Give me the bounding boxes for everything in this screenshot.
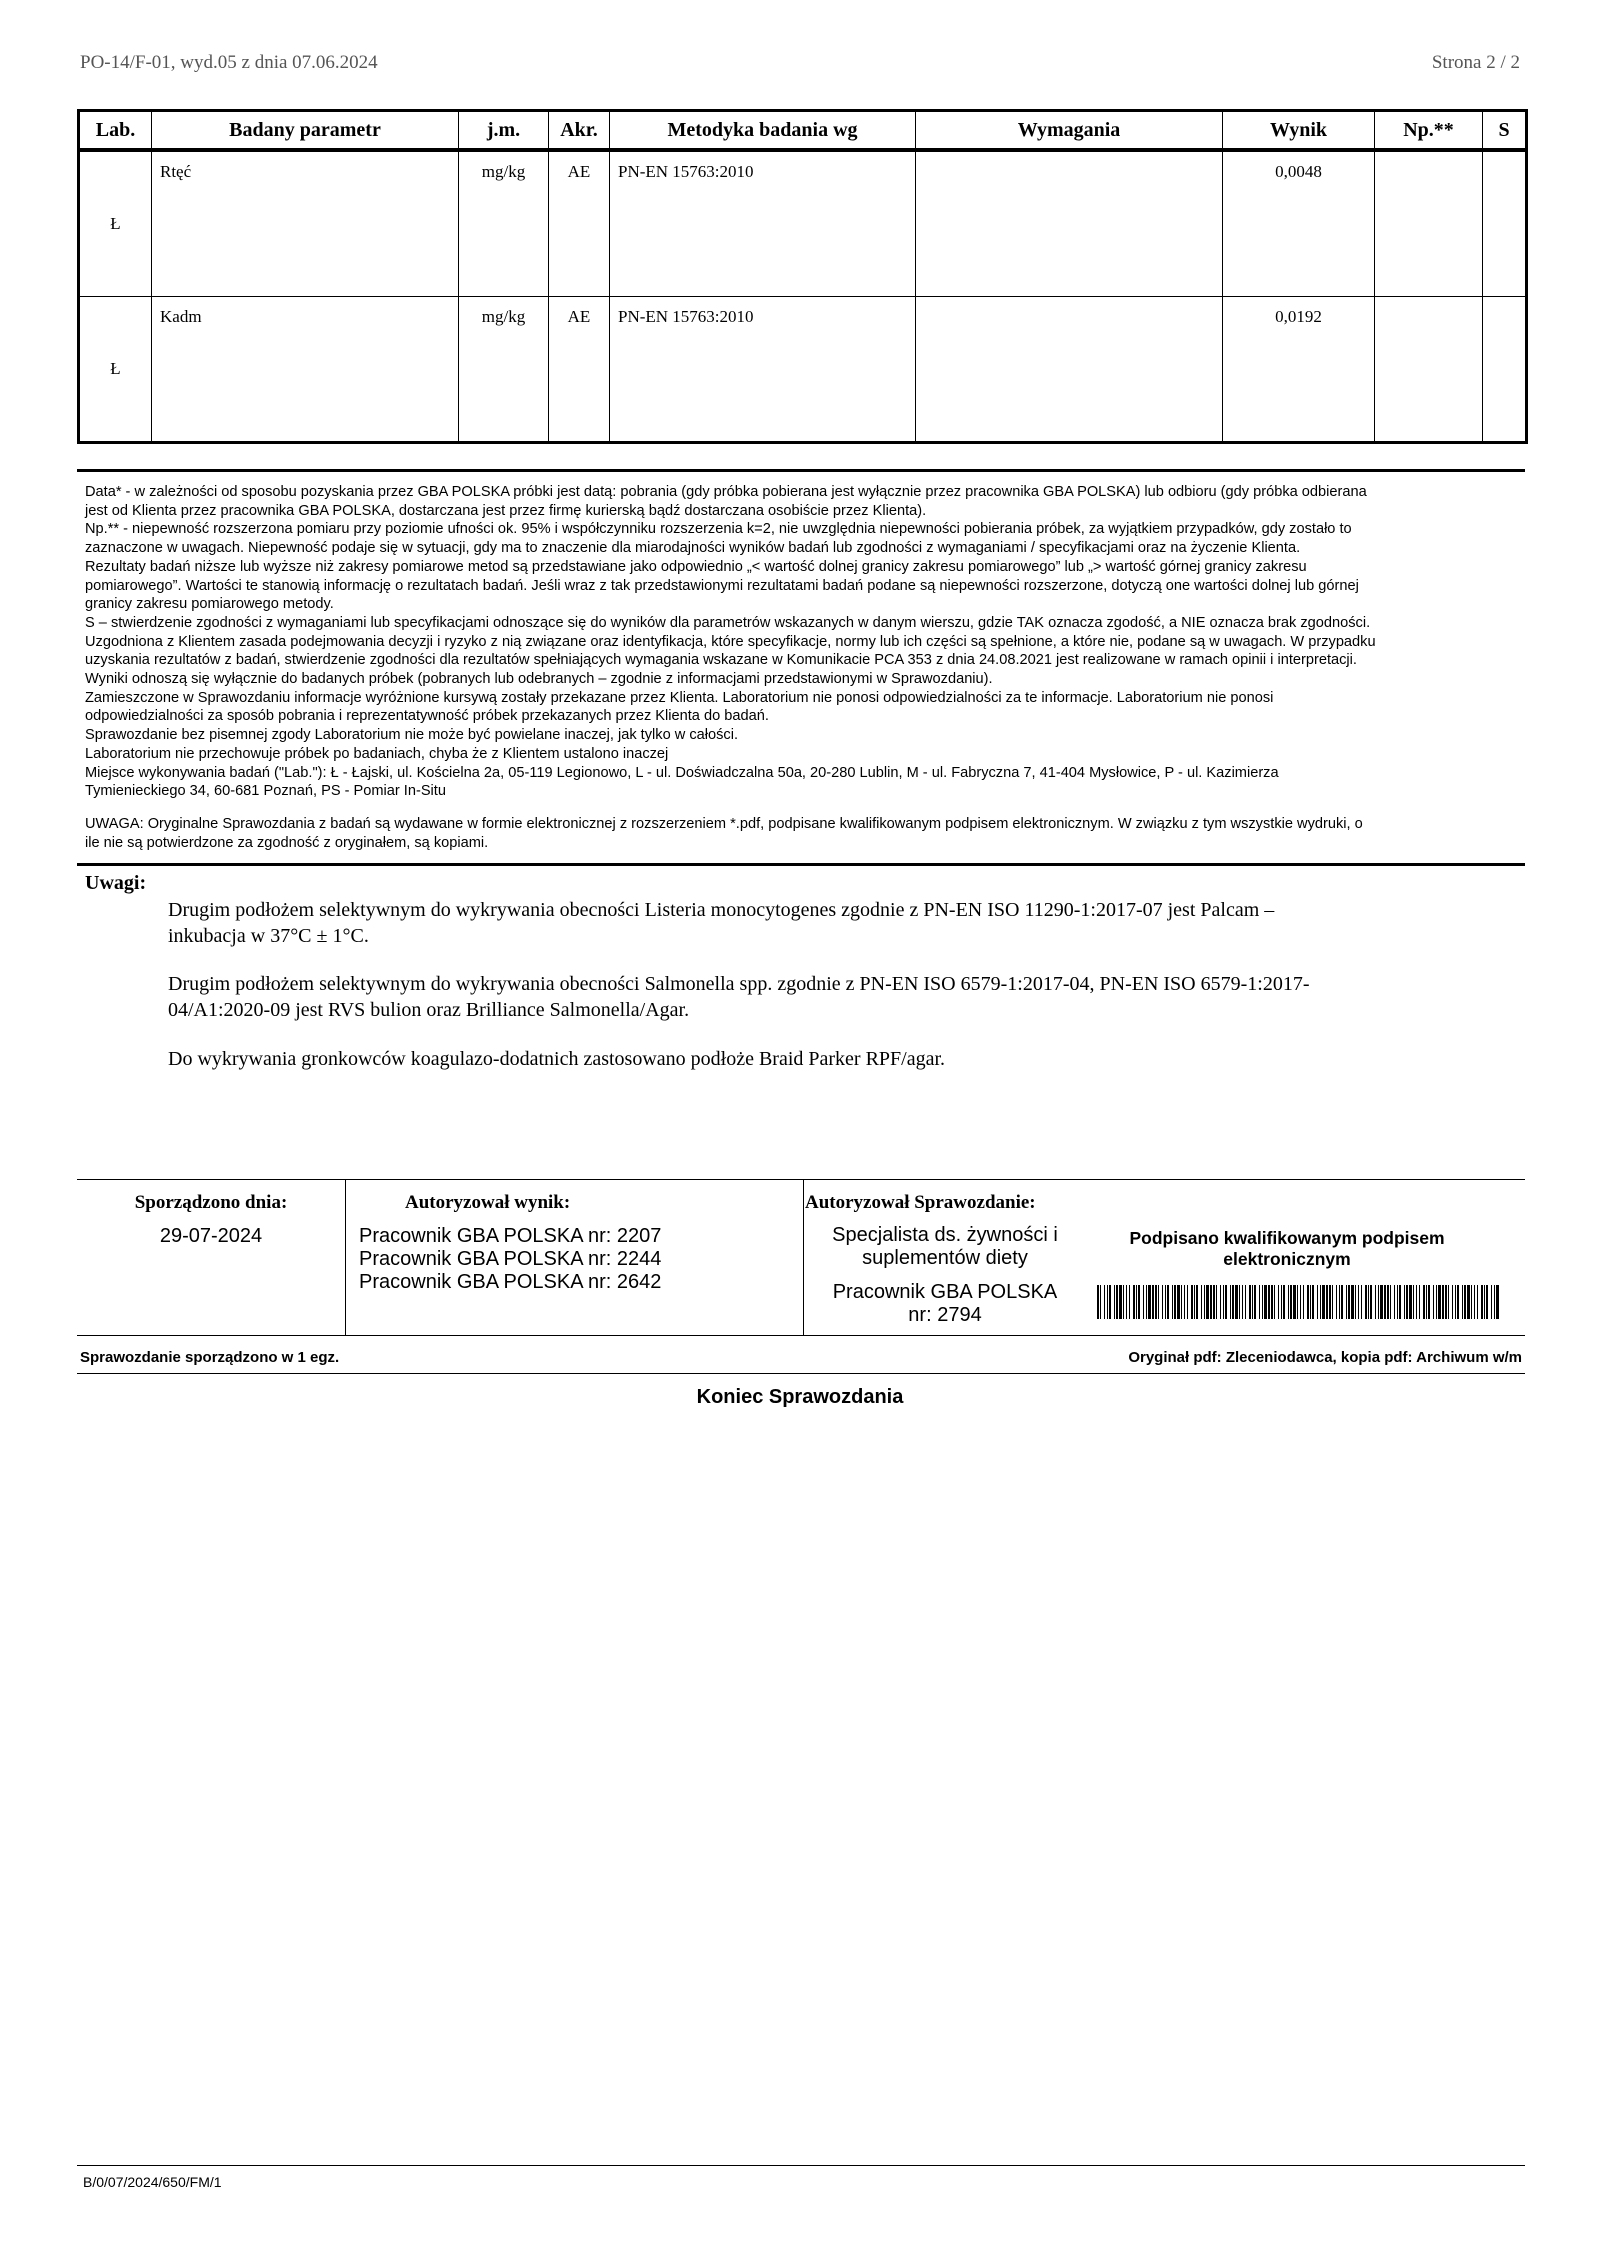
worker-line: Pracownik GBA POLSKA nr: 2244 bbox=[359, 1248, 662, 1270]
remark-line: 04/A1:2020-09 jest RVS bulion oraz Brilliance Salmonella/Agar. bbox=[168, 999, 690, 1021]
footnote-line: zaznaczone w uwagach. Niepewność podaje się w sytuacji, gdy ma to znaczenie dla miarodajności wyników badań lub zgodności z wymaganiami / specyfikacjami oraz na życzenie Klienta. bbox=[85, 540, 1301, 557]
cell-requirements bbox=[916, 150, 1223, 297]
role-line: Specjalista ds. żywności i bbox=[832, 1224, 1058, 1246]
remark-line: Drugim podłożem selektywnym do wykrywania obecności Salmonella spp. zgodnie z PN-EN ISO 6579-1:2017-04, PN-EN ISO 6579-1:2017- bbox=[168, 973, 1310, 995]
footnote-line: Np.** - niepewność rozszerzona pomiaru przy poziomie ufności ok. 95% i współczynniku rozszerzenia k=2, nie uwzględnia niepewności pobierania próbek, za wyjątkiem przypadków, gdy zostało to bbox=[85, 521, 1352, 538]
divider bbox=[345, 1180, 346, 1335]
e-signature-note bbox=[1087, 1228, 1487, 1270]
cell-uncertainty bbox=[1375, 150, 1483, 297]
footnote-line: Uzgodniona z Klientem zasada podejmowania decyzji i ryzyko z nią związane oraz identyfikacja, które specyfikacje, normy lub ich części są spełnione, a które nie, podane są w uwagach. W przypadku bbox=[85, 633, 1376, 650]
cell-requirements bbox=[916, 297, 1223, 443]
cell-result: 0,0192 bbox=[1223, 297, 1375, 443]
cell-unit: mg/kg bbox=[459, 150, 549, 297]
footnote-line: pomiarowego”. Wartości te stanowią informację o rezultatach badań. Jeśli wraz z tak przedstawionymi rezultatami badań podane są niepewności rozszerzone, dotyczą one wartości dolnej lub górnej bbox=[85, 577, 1359, 594]
original-note: Oryginał pdf: Zleceniodawca, kopia pdf: Archiwum w/m bbox=[1128, 1349, 1522, 1366]
warning-line: UWAGA: Oryginalne Sprawozdania z badań są wydawane w formie elektronicznej z rozszerzeniem *.pdf, podpisane kwalifikowanym podpisem elektronicznym. W związku z tym wszystkie wydruki, o bbox=[85, 816, 1363, 832]
cell-unit: mg/kg bbox=[459, 297, 549, 443]
divider bbox=[77, 2165, 1525, 2166]
prepared-label: Sporządzono dnia: bbox=[134, 1192, 288, 1213]
divider bbox=[77, 863, 1525, 866]
remark-line: Do wykrywania gronkowców koagulazo-dodatnich zastosowano podłoże Braid Parker RPF/agar. bbox=[168, 1048, 946, 1070]
worker-line: nr: 2794 bbox=[908, 1304, 982, 1326]
footnote-line: Sprawozdanie bez pisemnej zgody Laboratorium nie może być powielane inaczej, jak tylko w całości. bbox=[85, 727, 738, 744]
cell-result: 0,0048 bbox=[1223, 150, 1375, 297]
footnote-line: granicy zakresu pomiarowego metody. bbox=[85, 596, 334, 613]
cell-parameter: Kadm bbox=[152, 297, 459, 443]
col-header-compliance: S bbox=[1483, 111, 1527, 151]
end-of-report: Koniec Sprawozdania bbox=[696, 1386, 904, 1408]
col-header-parameter: Badany parametr bbox=[152, 111, 459, 151]
footnotes bbox=[85, 483, 1520, 801]
footnote-line: jest od Klienta przez pracownika GBA POLSKA, dostarczana jest przez firmę kurierską bądź dostarczana osobiście przez Klienta). bbox=[85, 502, 927, 519]
cell-method: PN-EN 15763:2010 bbox=[610, 150, 916, 297]
document-code: PO-14/F-01, wyd.05 z dnia 07.06.2024 bbox=[80, 52, 378, 73]
remark-item bbox=[168, 897, 1428, 949]
authorized-result-workers bbox=[359, 1225, 661, 1294]
table-header-row bbox=[79, 111, 1527, 151]
cell-uncertainty bbox=[1375, 297, 1483, 443]
remark-line: inkubacja w 37°C ± 1°C. bbox=[168, 925, 369, 947]
table-row bbox=[79, 150, 1527, 297]
cell-accreditation: AE bbox=[549, 297, 610, 443]
footnote-line: Tymienieckiego 34, 60-681 Poznań, PS - Pomiar In-Situ bbox=[85, 783, 446, 800]
authorized-report-label: Autoryzował Sprawozdanie: bbox=[805, 1192, 1036, 1213]
remark-item bbox=[168, 1046, 1428, 1072]
col-header-unit: j.m. bbox=[459, 111, 549, 151]
col-header-result: Wynik bbox=[1223, 111, 1375, 151]
e-signature-line: elektronicznym bbox=[1223, 1249, 1351, 1269]
divider bbox=[77, 1373, 1525, 1374]
authorized-report-worker bbox=[805, 1281, 1085, 1327]
footnote-line: Rezultaty badań niższe lub wyższe niż zakresy pomiarowe metod są przedstawiane jako odpowiednio „< wartość dolnej granicy zakresu pomiarowego” lub „> wartość górnej granicy zakresu bbox=[85, 558, 1307, 575]
worker-line: Pracownik GBA POLSKA nr: 2642 bbox=[359, 1271, 662, 1293]
cell-method: PN-EN 15763:2010 bbox=[610, 297, 916, 443]
remark-item bbox=[168, 971, 1428, 1023]
col-header-lab: Lab. bbox=[79, 111, 152, 151]
authorized-result-label: Autoryzował wynik: bbox=[405, 1192, 571, 1213]
footnote-line: Laboratorium nie przechowuje próbek po badaniach, chyba że z Klientem ustalono inaczej bbox=[85, 745, 669, 762]
col-header-method: Metodyka badania wg bbox=[610, 111, 916, 151]
prepared-date: 29-07-2024 bbox=[159, 1225, 263, 1247]
footnote-line: uzyskania rezultatów z badań, stwierdzenie zgodności dla rezultatów spełniających wymagania wskazane w Komunikacie PCA 353 z dnia 24.08.2021 jest realizowane w ramach opinii i interpretacji. bbox=[85, 652, 1357, 669]
cell-lab: Ł bbox=[79, 150, 152, 297]
remarks-label: Uwagi: bbox=[85, 872, 147, 894]
results-table bbox=[77, 109, 1528, 444]
remark-line: Drugim podłożem selektywnym do wykrywania obecności Listeria monocytogenes zgodnie z PN-EN ISO 11290-1:2017-07 jest Palcam – bbox=[168, 899, 1275, 921]
page-number: Strona 2 / 2 bbox=[1431, 52, 1520, 73]
worker-line: Pracownik GBA POLSKA bbox=[832, 1281, 1058, 1303]
barcode-icon bbox=[1097, 1285, 1499, 1319]
col-header-requirements: Wymagania bbox=[916, 111, 1223, 151]
footnote-line: Wyniki odnoszą się wyłącznie do badanych próbek (pobranych lub odebranych – zgodnie z informacjami przedstawionymi w Sprawozdaniu). bbox=[85, 671, 993, 688]
role-line: suplementów diety bbox=[862, 1247, 1028, 1269]
divider bbox=[77, 469, 1525, 472]
footnote-line: S – stwierdzenie zgodności z wymaganiami lub specyfikacjami odnoszące się do wyników dla parametrów wskazanych w danym wierszu, gdzie TAK oznacza zgodość, a NIE oznacza brak zgodności. bbox=[85, 614, 1371, 631]
e-signature-line: Podpisano kwalifikowanym podpisem bbox=[1129, 1228, 1445, 1248]
footnote-line: odpowiedzialności za sposób pobrania i reprezentatywność próbek przekazanych przez Klienta do badań. bbox=[85, 708, 769, 725]
warning-line: ile nie są potwierdzone za zgodność z oryginałem, są kopiami. bbox=[85, 834, 489, 851]
col-header-accreditation: Akr. bbox=[549, 111, 610, 151]
cell-compliance bbox=[1483, 150, 1527, 297]
cell-accreditation: AE bbox=[549, 150, 610, 297]
divider bbox=[803, 1180, 804, 1335]
cell-parameter: Rtęć bbox=[152, 150, 459, 297]
form-code: B/0/07/2024/650/FM/1 bbox=[83, 2174, 222, 2190]
col-header-uncertainty: Np.** bbox=[1375, 111, 1483, 151]
cell-lab: Ł bbox=[79, 297, 152, 443]
footnote-line: Miejsce wykonywania badań ("Lab."): Ł - Łajski, ul. Kościelna 2a, 05-119 Legionowo, L - ul. Doświadczalna 50a, 20-280 Lublin, M - ul. Fabryczna 7, 41-404 Mysłowice, P - ul. Kazimierza bbox=[85, 764, 1279, 781]
worker-line: Pracownik GBA POLSKA nr: 2207 bbox=[359, 1225, 662, 1247]
footnote-line: Zamieszczone w Sprawozdaniu informacje wyróżnione kursywą zostały przekazane przez Klienta. Laboratorium nie ponosi odpowiedzialności za te informacje. Laboratorium nie ponosi bbox=[85, 689, 1274, 706]
table-row bbox=[79, 297, 1527, 443]
footnote-line: Data* - w zależności od sposobu pozyskania przez GBA POLSKA próbki jest datą: pobrania (gdy próbka pobierana jest wyłącznie przez pracownika GBA POLSKA) lub odbioru (gdy próbka odbierana bbox=[85, 484, 1367, 500]
authorized-report-role bbox=[805, 1224, 1085, 1270]
cell-compliance bbox=[1483, 297, 1527, 443]
copies-note: Sprawozdanie sporządzono w 1 egz. bbox=[80, 1349, 340, 1366]
warning-note bbox=[85, 815, 1520, 852]
